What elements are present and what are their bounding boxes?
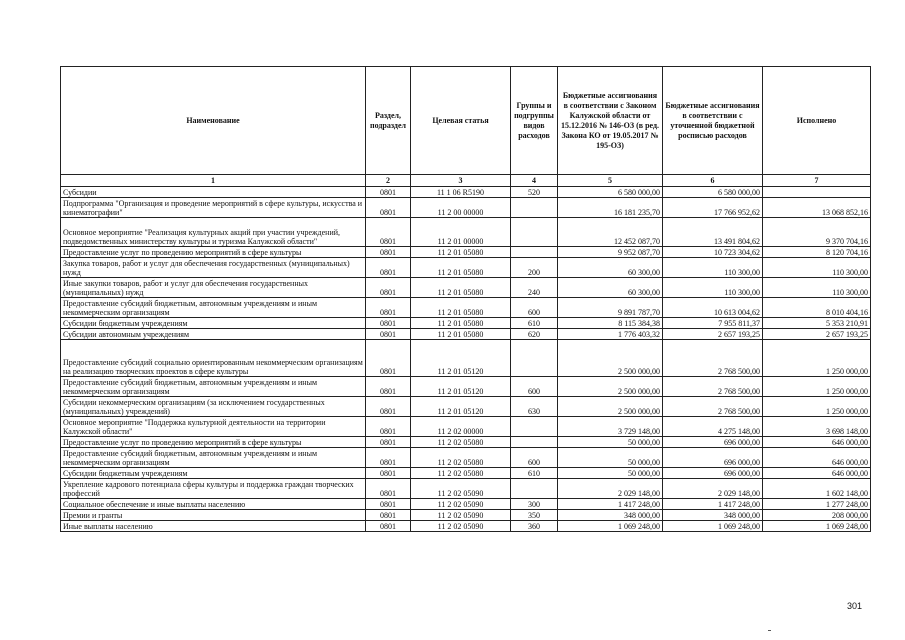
row-target-article: 11 2 01 05080: [411, 278, 511, 298]
row-executed: 8 010 404,16: [763, 298, 871, 318]
table-row: [61, 510, 871, 521]
row-name: Основное мероприятие "Реализация культурных акций при участии учреждений, подведомственных министерству культуры и туризма Калужской области": [61, 218, 366, 247]
row-law-allocation: 1 417 248,00: [558, 499, 663, 510]
row-name: Предоставление субсидий бюджетным, автономным учреждениям и иным некоммерческим организациям: [61, 377, 366, 397]
row-expense-group: [511, 479, 558, 499]
row-law-allocation: 8 115 384,38: [558, 318, 663, 329]
header-law-allocations: Бюджетные ассигнования в соответствии с Законом Калужской области от 15.12.2016 № 146-ОЗ (в ред. Закона КО от 19.05.2017 № 195-ОЗ): [558, 67, 663, 175]
row-expense-group: 610: [511, 468, 558, 479]
column-number: 3: [411, 175, 511, 187]
row-section: 0801: [366, 298, 411, 318]
row-expense-group: [511, 247, 558, 258]
column-number: 4: [511, 175, 558, 187]
row-law-allocation: 2 500 000,00: [558, 340, 663, 377]
row-refined-allocation: 2 657 193,25: [663, 329, 763, 340]
table-row: [61, 468, 871, 479]
column-number: 5: [558, 175, 663, 187]
row-refined-allocation: 2 768 500,00: [663, 397, 763, 417]
row-section: 0801: [366, 278, 411, 298]
row-section: 0801: [366, 258, 411, 278]
row-target-article: 11 2 01 05120: [411, 397, 511, 417]
row-section: 0801: [366, 397, 411, 417]
row-refined-allocation: 2 768 500,00: [663, 377, 763, 397]
row-target-article: 11 2 02 05090: [411, 499, 511, 510]
row-target-article: 11 2 01 05080: [411, 318, 511, 329]
row-refined-allocation: 17 766 952,62: [663, 198, 763, 218]
row-name: Предоставление субсидий социально ориентированным некоммерческим организациям на реализацию творческих проектов в сфере культуры: [61, 340, 366, 377]
row-expense-group: 610: [511, 318, 558, 329]
row-expense-group: 600: [511, 377, 558, 397]
row-law-allocation: 3 729 148,00: [558, 417, 663, 437]
table-row: [61, 448, 871, 468]
row-expense-group: 520: [511, 187, 558, 198]
row-name: Предоставление субсидий бюджетным, автономным учреждениям и иным некоммерческим организациям: [61, 298, 366, 318]
table-row: [61, 198, 871, 218]
row-law-allocation: 16 181 235,70: [558, 198, 663, 218]
row-law-allocation: 6 580 000,00: [558, 187, 663, 198]
table-header-row: [61, 67, 871, 175]
row-expense-group: 600: [511, 298, 558, 318]
header-name: Наименование: [61, 67, 366, 175]
row-name: Закупка товаров, работ и услуг для обеспечения государственных (муниципальных) нужд: [61, 258, 366, 278]
table-row: [61, 377, 871, 397]
row-target-article: 11 2 01 00000: [411, 218, 511, 247]
row-expense-group: 350: [511, 510, 558, 521]
scan-mark: [768, 630, 771, 631]
row-refined-allocation: 13 491 804,62: [663, 218, 763, 247]
row-law-allocation: 50 000,00: [558, 448, 663, 468]
row-name: Иные закупки товаров, работ и услуг для обеспечения государственных (муниципальных) нужд: [61, 278, 366, 298]
row-expense-group: 240: [511, 278, 558, 298]
row-expense-group: [511, 198, 558, 218]
table-row: [61, 278, 871, 298]
row-section: 0801: [366, 499, 411, 510]
row-refined-allocation: 696 000,00: [663, 468, 763, 479]
row-expense-group: [511, 340, 558, 377]
row-executed: 13 068 852,16: [763, 198, 871, 218]
row-target-article: 11 1 06 R5190: [411, 187, 511, 198]
row-section: 0801: [366, 340, 411, 377]
row-law-allocation: 60 300,00: [558, 258, 663, 278]
header-refined-allocations: Бюджетные ассигнования в соответствии с уточненной бюджетной росписью расходов: [663, 67, 763, 175]
table-row: [61, 329, 871, 340]
row-section: 0801: [366, 437, 411, 448]
row-expense-group: [511, 218, 558, 247]
row-law-allocation: 12 452 087,70: [558, 218, 663, 247]
row-executed: 1 250 000,00: [763, 340, 871, 377]
table-row: [61, 318, 871, 329]
row-refined-allocation: 2 768 500,00: [663, 340, 763, 377]
row-target-article: 11 2 00 00000: [411, 198, 511, 218]
row-executed: 110 300,00: [763, 258, 871, 278]
page-number: 301: [847, 601, 863, 611]
row-executed: 1 250 000,00: [763, 397, 871, 417]
row-name: Иные выплаты населению: [61, 521, 366, 532]
row-target-article: 11 2 02 05080: [411, 437, 511, 448]
row-executed: 5 353 210,91: [763, 318, 871, 329]
table-row: [61, 187, 871, 198]
row-executed: 646 000,00: [763, 448, 871, 468]
row-law-allocation: 9 952 087,70: [558, 247, 663, 258]
row-executed: 9 370 704,16: [763, 218, 871, 247]
row-expense-group: [511, 417, 558, 437]
row-name: Основное мероприятие "Поддержка культурной деятельности на территории Калужской области": [61, 417, 366, 437]
row-law-allocation: 50 000,00: [558, 468, 663, 479]
table-row: [61, 218, 871, 247]
row-law-allocation: 348 000,00: [558, 510, 663, 521]
row-expense-group: [511, 437, 558, 448]
row-name: Предоставление услуг по проведению мероприятий в сфере культуры: [61, 437, 366, 448]
table-row: [61, 340, 871, 377]
row-target-article: 11 2 01 05080: [411, 258, 511, 278]
row-name: Субсидии автономным учреждениям: [61, 329, 366, 340]
table-row: [61, 397, 871, 417]
row-refined-allocation: 6 580 000,00: [663, 187, 763, 198]
table-row: [61, 417, 871, 437]
row-section: 0801: [366, 468, 411, 479]
row-section: 0801: [366, 318, 411, 329]
row-target-article: 11 2 01 05080: [411, 329, 511, 340]
row-executed: 2 657 193,25: [763, 329, 871, 340]
row-section: 0801: [366, 377, 411, 397]
row-executed: 1 250 000,00: [763, 377, 871, 397]
row-name: Социальное обеспечение и иные выплаты населению: [61, 499, 366, 510]
row-executed: 1 602 148,00: [763, 479, 871, 499]
row-name: Субсидии: [61, 187, 366, 198]
row-executed: 110 300,00: [763, 278, 871, 298]
row-refined-allocation: 110 300,00: [663, 278, 763, 298]
row-executed: 1 069 248,00: [763, 521, 871, 532]
row-law-allocation: 50 000,00: [558, 437, 663, 448]
budget-execution-table: [60, 66, 871, 532]
row-law-allocation: 1 776 403,32: [558, 329, 663, 340]
row-law-allocation: 1 069 248,00: [558, 521, 663, 532]
row-name: Укрепление кадрового потенциала сферы культуры и поддержка граждан творческих профессий: [61, 479, 366, 499]
row-name: Предоставление субсидий бюджетным, автономным учреждениям и иным некоммерческим организациям: [61, 448, 366, 468]
table-row: [61, 437, 871, 448]
row-target-article: 11 2 02 05090: [411, 510, 511, 521]
row-section: 0801: [366, 448, 411, 468]
header-section: Раздел, подраздел: [366, 67, 411, 175]
row-refined-allocation: 7 955 811,37: [663, 318, 763, 329]
row-target-article: 11 2 02 05090: [411, 479, 511, 499]
row-name: Субсидии некоммерческим организациям (за исключением государственных (муниципальных) учреждений): [61, 397, 366, 417]
row-executed: 208 000,00: [763, 510, 871, 521]
column-number: 1: [61, 175, 366, 187]
row-refined-allocation: 2 029 148,00: [663, 479, 763, 499]
row-target-article: 11 2 02 05080: [411, 468, 511, 479]
row-target-article: 11 2 02 05080: [411, 448, 511, 468]
table-row: [61, 247, 871, 258]
column-number-row: [61, 175, 871, 187]
row-refined-allocation: 10 723 304,62: [663, 247, 763, 258]
row-section: 0801: [366, 329, 411, 340]
row-expense-group: 360: [511, 521, 558, 532]
row-section: 0801: [366, 521, 411, 532]
row-expense-group: 620: [511, 329, 558, 340]
row-target-article: 11 2 01 05120: [411, 377, 511, 397]
row-executed: 3 698 148,00: [763, 417, 871, 437]
table-row: [61, 298, 871, 318]
row-target-article: 11 2 01 05080: [411, 298, 511, 318]
row-section: 0801: [366, 218, 411, 247]
row-section: 0801: [366, 247, 411, 258]
row-executed: 8 120 704,16: [763, 247, 871, 258]
row-executed: 646 000,00: [763, 468, 871, 479]
row-law-allocation: 2 500 000,00: [558, 377, 663, 397]
column-number: 2: [366, 175, 411, 187]
row-refined-allocation: 1 417 248,00: [663, 499, 763, 510]
row-section: 0801: [366, 187, 411, 198]
row-section: 0801: [366, 510, 411, 521]
row-law-allocation: 2 500 000,00: [558, 397, 663, 417]
row-name: Субсидии бюджетным учреждениям: [61, 318, 366, 329]
row-name: Предоставление услуг по проведению мероприятий в сфере культуры: [61, 247, 366, 258]
row-target-article: 11 2 01 05080: [411, 247, 511, 258]
row-section: 0801: [366, 479, 411, 499]
row-expense-group: 600: [511, 448, 558, 468]
column-number: 7: [763, 175, 871, 187]
row-executed: 646 000,00: [763, 437, 871, 448]
row-expense-group: 630: [511, 397, 558, 417]
row-refined-allocation: 1 069 248,00: [663, 521, 763, 532]
row-target-article: 11 2 02 05090: [411, 521, 511, 532]
header-executed: Исполнено: [763, 67, 871, 175]
row-expense-group: 200: [511, 258, 558, 278]
row-refined-allocation: 348 000,00: [663, 510, 763, 521]
table-row: [61, 499, 871, 510]
header-target-article: Целевая статья: [411, 67, 511, 175]
row-executed: 1 277 248,00: [763, 499, 871, 510]
column-number: 6: [663, 175, 763, 187]
row-target-article: 11 2 01 05120: [411, 340, 511, 377]
row-law-allocation: 60 300,00: [558, 278, 663, 298]
row-refined-allocation: 696 000,00: [663, 448, 763, 468]
row-executed: [763, 187, 871, 198]
row-expense-group: 300: [511, 499, 558, 510]
header-expense-group: Группы и подгруппы видов расходов: [511, 67, 558, 175]
table-row: [61, 258, 871, 278]
budget-execution-table-page: [60, 66, 871, 532]
table-row: [61, 521, 871, 532]
row-section: 0801: [366, 198, 411, 218]
row-law-allocation: 2 029 148,00: [558, 479, 663, 499]
row-section: 0801: [366, 417, 411, 437]
row-name: Премии и гранты: [61, 510, 366, 521]
row-name: Подпрограмма "Организация и проведение мероприятий в сфере культуры, искусства и кинематографии": [61, 198, 366, 218]
row-law-allocation: 9 891 787,70: [558, 298, 663, 318]
row-name: Субсидии бюджетным учреждениям: [61, 468, 366, 479]
row-refined-allocation: 10 613 004,62: [663, 298, 763, 318]
row-target-article: 11 2 02 00000: [411, 417, 511, 437]
row-refined-allocation: 696 000,00: [663, 437, 763, 448]
row-refined-allocation: 4 275 148,00: [663, 417, 763, 437]
table-row: [61, 479, 871, 499]
row-refined-allocation: 110 300,00: [663, 258, 763, 278]
